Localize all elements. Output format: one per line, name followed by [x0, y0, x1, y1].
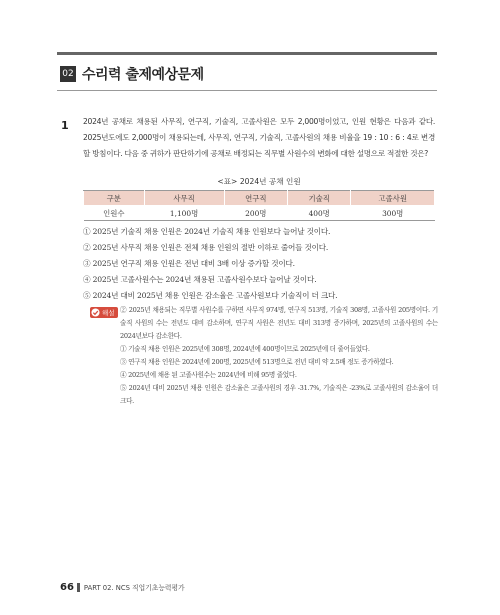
explanation-block	[120, 304, 438, 408]
check-icon	[91, 308, 100, 317]
header-divider	[57, 90, 437, 91]
chapter-header	[60, 64, 204, 84]
explanation-item: ① 기술직 채용 인원은 2025년에 308명, 2024년에 400명이므로 2025년에 더 줄어들었다.	[120, 345, 370, 353]
table-header-cell: 구분	[84, 191, 145, 206]
top-rule	[57, 52, 437, 55]
table-cell: 300명	[351, 206, 435, 221]
explanation-item: ③ 연구직 채용 인원은 2024년에 200명, 2025년에 513명으로 전년 대비 약 2.5배 정도 증가하였다.	[120, 358, 394, 366]
answer-option-5[interactable]: ⑤ 2024년 대비 2025년 채용 인원은 감소율은 고졸사원보다 기술직이 더 크다.	[83, 291, 338, 300]
footer-text: PART 02. NCS 직업기초능력평가	[83, 584, 185, 592]
table-header-cell: 고졸사원	[351, 191, 435, 206]
answer-options	[83, 224, 435, 304]
table-header-cell: 사무직	[144, 191, 224, 206]
footer-divider	[77, 583, 80, 592]
answer-option-4[interactable]: ④ 2025년 고졸사원수는 2024년 채용된 고졸사원수보다 늘어날 것이다.	[83, 275, 317, 284]
table-cell: 200명	[224, 206, 287, 221]
badge-label: 해설	[102, 309, 115, 317]
table-caption: <표> 2024년 공채 인원	[217, 177, 301, 186]
question-text: 2024년 공채로 채용된 사무직, 연구직, 기술직, 고졸사원은 모두 2,000명이었고, 인원 현황은 다음과 같다. 2025년도에도 2,000명이 채용되는데, 사무직, 연구직, 기술직, 고졸사원의 채용 비율을 19 : 10 : 6 : 4로 변경할 방침이다. 다음 중 귀하가 판단하기에 공채로 배정되는 직무별 사원수의 변화에 대한 설명으로 적절한 것은?	[83, 117, 435, 158]
chapter-title: 수리력 출제예상문제	[82, 67, 204, 83]
table-cell: 인원수	[84, 206, 145, 221]
explanation-item: ④ 2025년에 채용 된 고졸사원수는 2024년에 비해 95명 줄었다.	[120, 371, 297, 379]
answer-option-1[interactable]: ① 2025년 기술직 채용 인원은 2024년 기술직 채용 인원보다 늘어날 것이다.	[83, 227, 331, 236]
table-cell: 400명	[288, 206, 351, 221]
explanation-badge	[90, 307, 118, 318]
page-footer	[60, 580, 185, 594]
table-header-row	[84, 191, 435, 206]
table-row	[84, 206, 435, 221]
explanation-item: ⑤ 2024년 대비 2025년 채용 인원은 감소율은 고졸사원의 경우 -31.7%, 기술직은 -23%로 고졸사원의 감소율이 더 크다.	[120, 384, 438, 405]
table-header-cell: 연구직	[224, 191, 287, 206]
answer-option-3[interactable]: ③ 2025년 연구직 채용 인원은 전년 대비 3배 이상 증가할 것이다.	[83, 259, 295, 268]
table-cell: 1,100명	[144, 206, 224, 221]
explanation-main: ② 2025년 채용되는 직무별 사원수를 구하면 사무직 974명, 연구직 513명, 기술직 308명, 고졸사원 205명이다. 기술직 사원의 수는 전년도 대비 감소하며, 연구직 사원은 전년도 대비 313명 증가하며, 2025년의 고졸사원의 수는 2024년보다 감소한다.	[120, 306, 438, 340]
chapter-number-box: 02	[60, 66, 76, 82]
answer-option-2[interactable]: ② 2025년 사무직 채용 인원은 전체 채용 인원의 절반 이하로 줄어들 것이다.	[83, 243, 329, 252]
question-number: 1	[61, 119, 69, 132]
page-number: 66	[60, 581, 74, 593]
staff-table	[83, 190, 435, 221]
table-header-cell: 기술직	[288, 191, 351, 206]
